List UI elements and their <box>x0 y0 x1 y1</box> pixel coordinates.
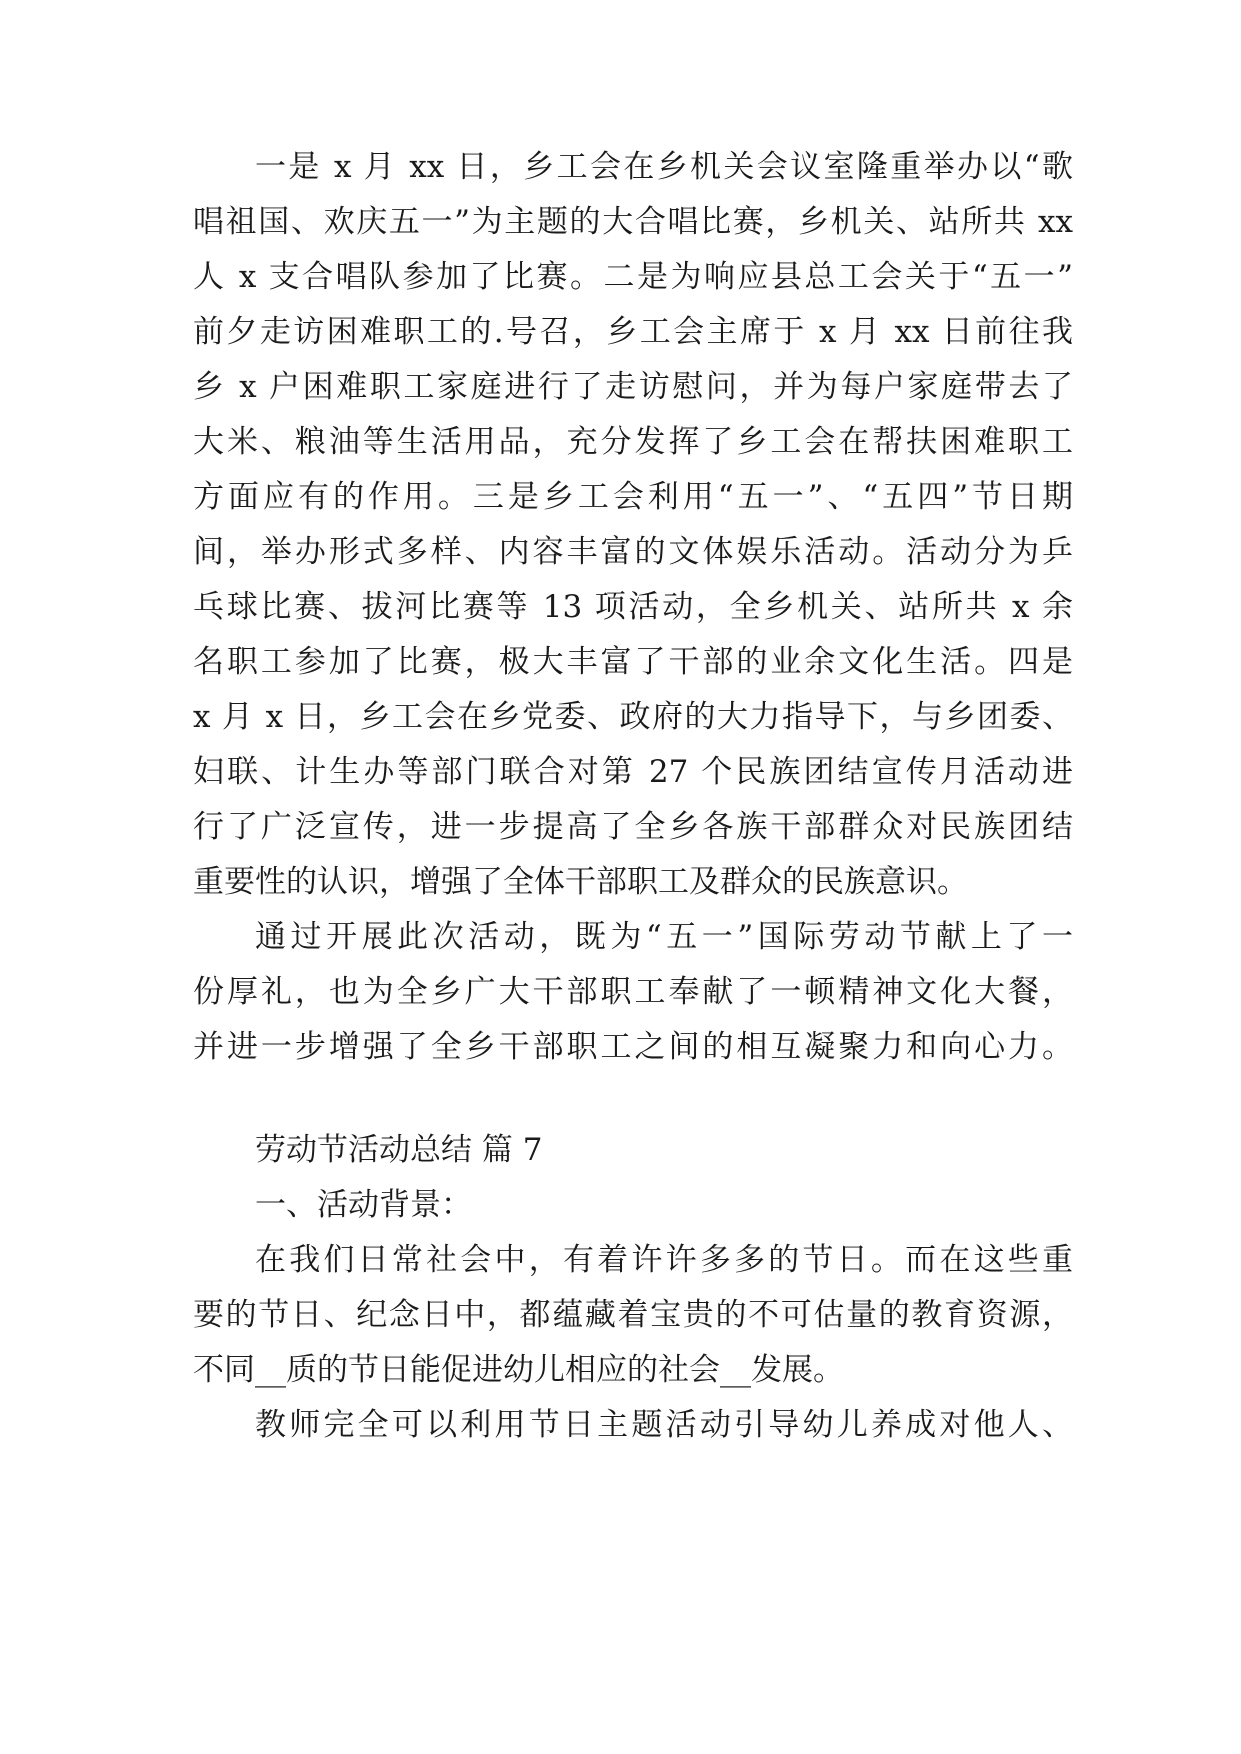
paragraph-line: 方面应有的作用。三是乡工会利用“五一”、“五四”节日期 <box>193 479 1073 515</box>
paragraph-line: x 月 x 日，乡工会在乡党委、政府的大力指导下，与乡团委、 <box>193 699 1073 735</box>
paragraph-line: 教师完全可以利用节日主题活动引导幼儿养成对他人、 <box>255 1407 1073 1443</box>
paragraph-line: 通过开展此次活动，既为“五一”国际劳动节献上了一 <box>255 919 1073 955</box>
paragraph-line: 行了广泛宣传，进一步提高了全乡各族干部群众对民族团结 <box>193 809 1073 845</box>
subheading: 一、活动背景： <box>255 1187 472 1223</box>
paragraph-line: 重要性的认识，增强了全体干部职工及群众的民族意识。 <box>193 864 968 900</box>
paragraph-line: 要的节日、纪念日中，都蕴藏着宝贵的不可估量的教育资源， <box>193 1297 1073 1333</box>
paragraph-line: 乡 x 户困难职工家庭进行了走访慰问，并为每户家庭带去了 <box>193 369 1073 405</box>
paragraph-line: 间，举办形式多样、内容丰富的文体娱乐活动。活动分为乒 <box>193 534 1073 570</box>
section-title: 劳动节活动总结 篇 7 <box>255 1132 543 1168</box>
paragraph-line: 大米、粮油等生活用品，充分发挥了乡工会在帮扶困难职工 <box>193 424 1073 460</box>
paragraph-line: 不同__质的节日能促进幼儿相应的社会__发展。 <box>193 1352 844 1388</box>
paragraph-line: 乓球比赛、拔河比赛等 13 项活动，全乡机关、站所共 x 余 <box>193 589 1073 625</box>
paragraph-line: 份厚礼，也为全乡广大干部职工奉献了一顿精神文化大餐， <box>193 974 1073 1010</box>
paragraph-line: 前夕走访困难职工的.号召，乡工会主席于 x 月 xx 日前往我 <box>193 314 1073 350</box>
paragraph-line: 唱祖国、欢庆五一”为主题的大合唱比赛，乡机关、站所共 xx <box>193 204 1073 240</box>
paragraph-line: 妇联、计生办等部门联合对第 27 个民族团结宣传月活动进 <box>193 754 1073 790</box>
paragraph-line: 并进一步增强了全乡干部职工之间的相互凝聚力和向心力。 <box>193 1029 1073 1065</box>
paragraph-line: 一是 x 月 xx 日，乡工会在乡机关会议室隆重举办以“歌 <box>255 149 1073 185</box>
paragraph-line: 人 x 支合唱队参加了比赛。二是为响应县总工会关于“五一” <box>193 259 1073 295</box>
paragraph-line: 在我们日常社会中，有着许许多多的节日。而在这些重 <box>255 1242 1073 1278</box>
paragraph-line: 名职工参加了比赛，极大丰富了干部的业余文化生活。四是 <box>193 644 1073 680</box>
